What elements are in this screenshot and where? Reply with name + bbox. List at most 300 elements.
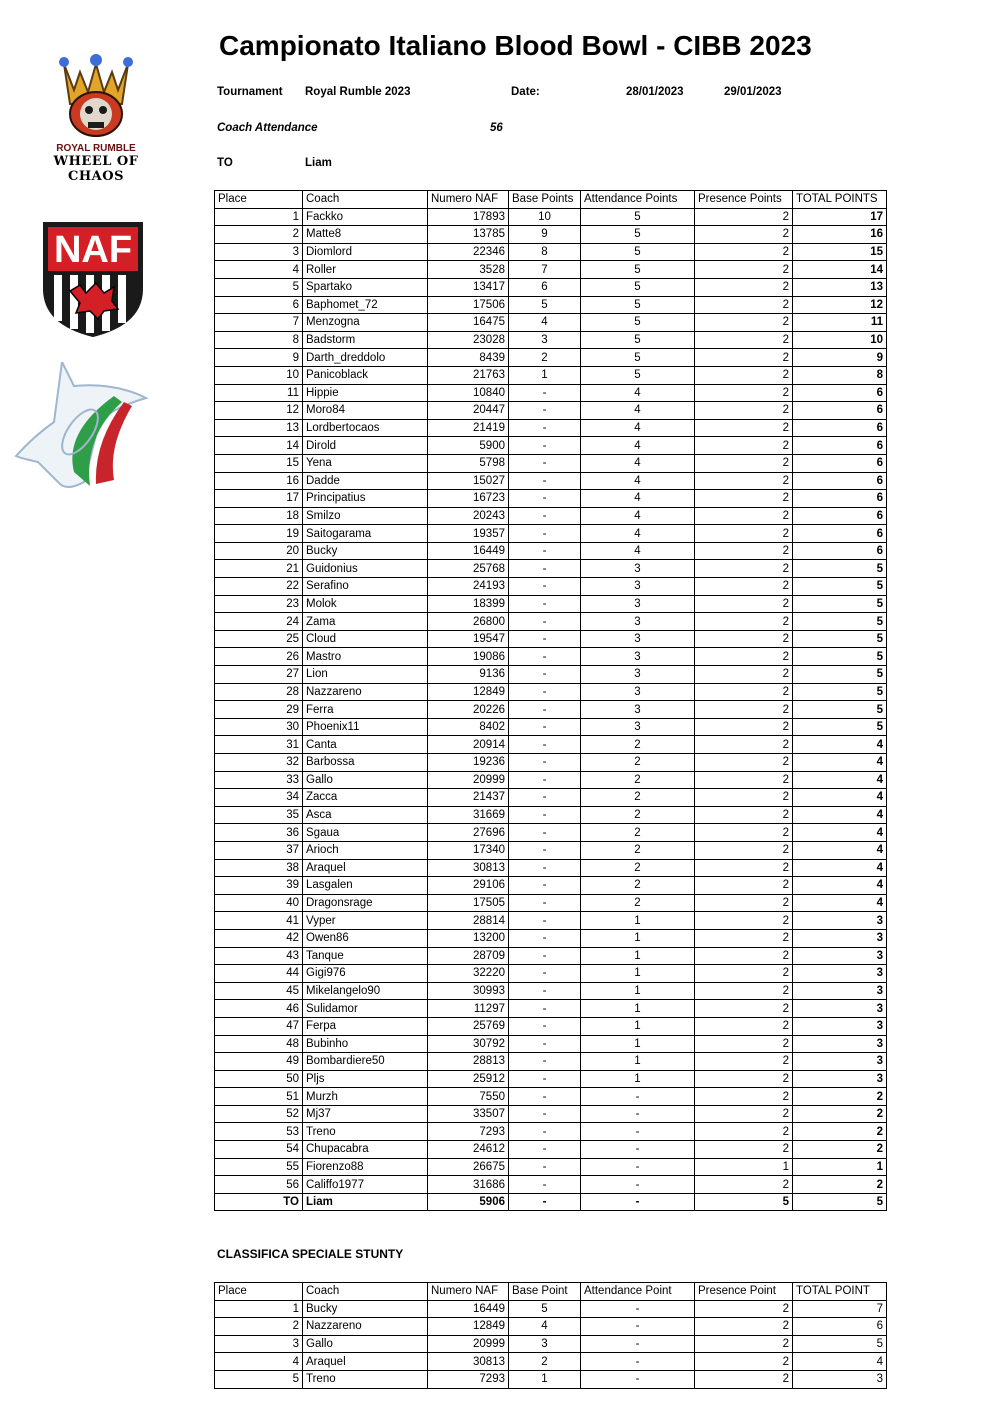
table-row: [215, 841, 887, 859]
total-cell: 7: [793, 1300, 887, 1318]
coach-cell: Hippie: [303, 384, 428, 402]
coach-cell: Nazzareno: [303, 683, 428, 701]
presence-cell: 2: [695, 859, 793, 877]
naf-cell: 27696: [428, 824, 509, 842]
total-cell: 17: [793, 208, 887, 226]
coach-cell: Owen86: [303, 929, 428, 947]
total-cell: 4: [793, 806, 887, 824]
naf-cell: 28709: [428, 947, 509, 965]
naf-cell: 19547: [428, 630, 509, 648]
attendance-cell: 3: [581, 666, 695, 684]
naf-cell: 17340: [428, 841, 509, 859]
naf-cell: 24612: [428, 1141, 509, 1159]
table-row: [215, 701, 887, 719]
base-cell: -: [509, 1123, 581, 1141]
presence-cell: 2: [695, 965, 793, 983]
coach-cell: Panicoblack: [303, 366, 428, 384]
presence-cell: 2: [695, 736, 793, 754]
table-row: [215, 384, 887, 402]
attendance-cell: 5: [581, 261, 695, 279]
table-row: [215, 454, 887, 472]
coach-cell: Tanque: [303, 947, 428, 965]
presence-cell: 2: [695, 630, 793, 648]
base-cell: -: [509, 402, 581, 420]
total-cell: 6: [793, 1318, 887, 1336]
naf-cell: 31686: [428, 1176, 509, 1194]
total-cell: 5: [793, 1193, 887, 1211]
total-cell: 4: [793, 877, 887, 895]
total-cell: 5: [793, 666, 887, 684]
stunty-table: [214, 1282, 887, 1389]
base-cell: -: [509, 982, 581, 1000]
presence-cell: 2: [695, 1353, 793, 1371]
stunty-col-coach: Coach: [303, 1283, 428, 1301]
base-cell: -: [509, 771, 581, 789]
place-cell: 11: [215, 384, 303, 402]
base-cell: -: [509, 1176, 581, 1194]
base-cell: -: [509, 419, 581, 437]
place-cell: 27: [215, 666, 303, 684]
presence-cell: 2: [695, 490, 793, 508]
table-row: [215, 929, 887, 947]
attendance-cell: -: [581, 1123, 695, 1141]
naf-cell: 25768: [428, 560, 509, 578]
presence-cell: 2: [695, 296, 793, 314]
presence-cell: 2: [695, 314, 793, 332]
naf-cell: 10840: [428, 384, 509, 402]
coach-cell: Bucky: [303, 542, 428, 560]
naf-cell: 23028: [428, 331, 509, 349]
place-cell: 12: [215, 402, 303, 420]
total-cell: 1: [793, 1158, 887, 1176]
attendance-cell: 3: [581, 595, 695, 613]
naf-cell: 20999: [428, 771, 509, 789]
base-cell: -: [509, 1141, 581, 1159]
place-cell: 40: [215, 894, 303, 912]
date-label: Date:: [511, 86, 540, 98]
naf-cell: 17893: [428, 208, 509, 226]
page-title: Campionato Italiano Blood Bowl - CIBB 2023: [219, 30, 812, 61]
coach-cell: Dirold: [303, 437, 428, 455]
presence-cell: 2: [695, 1000, 793, 1018]
col-attendance: Attendance Points: [581, 191, 695, 209]
place-cell: 30: [215, 718, 303, 736]
base-cell: -: [509, 490, 581, 508]
naf-cell: 26675: [428, 1158, 509, 1176]
place-cell: 4: [215, 261, 303, 279]
place-cell: 19: [215, 525, 303, 543]
naf-cell: 5906: [428, 1193, 509, 1211]
coach-cell: Diomlord: [303, 243, 428, 261]
table-row: [215, 894, 887, 912]
naf-cell: 19086: [428, 648, 509, 666]
attendance-cell: 1: [581, 912, 695, 930]
base-cell: 9: [509, 226, 581, 244]
total-cell: 6: [793, 472, 887, 490]
naf-cell: 20999: [428, 1335, 509, 1353]
coach-cell: Mj37: [303, 1105, 428, 1123]
table-row: [215, 1070, 887, 1088]
total-cell: 9: [793, 349, 887, 367]
place-cell: 47: [215, 1017, 303, 1035]
base-cell: -: [509, 806, 581, 824]
attendance-cell: -: [581, 1335, 695, 1353]
place-cell: 50: [215, 1070, 303, 1088]
presence-cell: 2: [695, 331, 793, 349]
presence-cell: 2: [695, 912, 793, 930]
stunty-header-row: [215, 1283, 887, 1301]
attendance-cell: 1: [581, 1000, 695, 1018]
total-cell: 5: [793, 718, 887, 736]
attendance-cell: 1: [581, 1070, 695, 1088]
total-cell: 4: [793, 771, 887, 789]
presence-cell: 2: [695, 507, 793, 525]
col-place: Place: [215, 191, 303, 209]
attendance-cell: 1: [581, 929, 695, 947]
place-cell: 8: [215, 331, 303, 349]
naf-cell: 21437: [428, 789, 509, 807]
naf-cell: 25912: [428, 1070, 509, 1088]
coach-cell: Phoenix11: [303, 718, 428, 736]
place-cell: 48: [215, 1035, 303, 1053]
attendance-cell: 1: [581, 1035, 695, 1053]
presence-cell: 2: [695, 929, 793, 947]
total-cell: 5: [793, 648, 887, 666]
base-cell: -: [509, 1000, 581, 1018]
base-cell: -: [509, 877, 581, 895]
naf-cell: 30792: [428, 1035, 509, 1053]
presence-cell: 2: [695, 1053, 793, 1071]
presence-cell: 2: [695, 542, 793, 560]
attendance-cell: -: [581, 1158, 695, 1176]
naf-cell: 11297: [428, 1000, 509, 1018]
presence-cell: 2: [695, 806, 793, 824]
base-cell: -: [509, 894, 581, 912]
naf-cell: 9136: [428, 666, 509, 684]
table-row: [215, 261, 887, 279]
place-cell: 46: [215, 1000, 303, 1018]
table-row: [215, 1017, 887, 1035]
place-cell: 23: [215, 595, 303, 613]
table-row: [215, 366, 887, 384]
base-cell: -: [509, 437, 581, 455]
attendance-cell: 5: [581, 226, 695, 244]
naf-cell: 17506: [428, 296, 509, 314]
attendance-cell: 2: [581, 806, 695, 824]
attendance-cell: 3: [581, 560, 695, 578]
presence-cell: 2: [695, 771, 793, 789]
coach-cell: Ferra: [303, 701, 428, 719]
total-cell: 12: [793, 296, 887, 314]
shark-football-icon: [14, 362, 154, 502]
col-total: TOTAL POINTS: [793, 191, 887, 209]
place-cell: 29: [215, 701, 303, 719]
base-cell: -: [509, 912, 581, 930]
place-cell: 4: [215, 1353, 303, 1371]
presence-cell: 2: [695, 982, 793, 1000]
presence-cell: 5: [695, 1193, 793, 1211]
attendance-cell: 2: [581, 789, 695, 807]
coach-cell: Treno: [303, 1370, 428, 1388]
table-row: [215, 296, 887, 314]
attendance-cell: 1: [581, 1053, 695, 1071]
presence-cell: 2: [695, 1070, 793, 1088]
attendance-cell: 3: [581, 718, 695, 736]
royal-rumble-text: ROYAL RUMBLE: [56, 143, 136, 154]
base-cell: -: [509, 754, 581, 772]
coach-cell: Dadde: [303, 472, 428, 490]
attendance-cell: 3: [581, 683, 695, 701]
naf-cell: 28813: [428, 1053, 509, 1071]
table-row: [215, 419, 887, 437]
place-cell: 37: [215, 841, 303, 859]
naf-cell: 13417: [428, 278, 509, 296]
base-cell: -: [509, 666, 581, 684]
coach-cell: Saitogarama: [303, 525, 428, 543]
table-row: [215, 507, 887, 525]
base-cell: 4: [509, 1318, 581, 1336]
base-cell: -: [509, 947, 581, 965]
presence-cell: 2: [695, 349, 793, 367]
naf-cell: 29106: [428, 877, 509, 895]
base-cell: 2: [509, 349, 581, 367]
base-cell: -: [509, 859, 581, 877]
italian-shark-logo: [14, 362, 154, 502]
place-cell: 34: [215, 789, 303, 807]
total-cell: 5: [793, 595, 887, 613]
presence-cell: 2: [695, 1105, 793, 1123]
attendance-cell: 2: [581, 877, 695, 895]
attendance-cell: 4: [581, 437, 695, 455]
attendance-cell: -: [581, 1141, 695, 1159]
total-cell: 13: [793, 278, 887, 296]
wheel-of-chaos-text: WHEEL OF CHAOS: [53, 154, 139, 184]
coach-cell: Chupacabra: [303, 1141, 428, 1159]
attendance-cell: 4: [581, 454, 695, 472]
table-row: [215, 402, 887, 420]
presence-cell: 2: [695, 278, 793, 296]
naf-cell: 28814: [428, 912, 509, 930]
table-row: [215, 912, 887, 930]
naf-cell: 12849: [428, 1318, 509, 1336]
place-cell: 20: [215, 542, 303, 560]
naf-cell: 13200: [428, 929, 509, 947]
coach-cell: Mikelangelo90: [303, 982, 428, 1000]
base-cell: -: [509, 578, 581, 596]
total-cell: 3: [793, 1053, 887, 1071]
stunty-col-presence: Presence Point: [695, 1283, 793, 1301]
place-cell: 21: [215, 560, 303, 578]
col-coach: Coach: [303, 191, 428, 209]
coach-cell: Pljs: [303, 1070, 428, 1088]
coach-cell: Matte8: [303, 226, 428, 244]
table-row: [215, 630, 887, 648]
coach-cell: Gigi976: [303, 965, 428, 983]
attendance-cell: -: [581, 1300, 695, 1318]
place-cell: 25: [215, 630, 303, 648]
place-cell: 5: [215, 1370, 303, 1388]
coach-cell: Ferpa: [303, 1017, 428, 1035]
place-cell: 9: [215, 349, 303, 367]
total-cell: 2: [793, 1105, 887, 1123]
presence-cell: 2: [695, 243, 793, 261]
table-row: [215, 806, 887, 824]
presence-cell: 2: [695, 613, 793, 631]
base-cell: -: [509, 542, 581, 560]
table-row: [215, 1370, 887, 1388]
base-cell: 1: [509, 1370, 581, 1388]
base-cell: 10: [509, 208, 581, 226]
coach-cell: Moro84: [303, 402, 428, 420]
presence-cell: 2: [695, 1335, 793, 1353]
place-cell: 39: [215, 877, 303, 895]
table-row: [215, 1000, 887, 1018]
base-cell: -: [509, 384, 581, 402]
place-cell: 1: [215, 208, 303, 226]
place-cell: 54: [215, 1141, 303, 1159]
coach-cell: Treno: [303, 1123, 428, 1141]
table-row: [215, 648, 887, 666]
table-row: [215, 437, 887, 455]
attendance-cell: 2: [581, 771, 695, 789]
presence-cell: 2: [695, 683, 793, 701]
place-cell: TO: [215, 1193, 303, 1211]
table-row: [215, 1141, 887, 1159]
coach-cell: Sgaua: [303, 824, 428, 842]
table-row: [215, 1053, 887, 1071]
presence-cell: 2: [695, 824, 793, 842]
coach-cell: Darth_dreddolo: [303, 349, 428, 367]
stunty-col-place: Place: [215, 1283, 303, 1301]
base-cell: -: [509, 718, 581, 736]
presence-cell: 2: [695, 384, 793, 402]
total-cell: 6: [793, 507, 887, 525]
tournament-value: Royal Rumble 2023: [305, 86, 411, 98]
table-row: [215, 560, 887, 578]
coach-cell: Araquel: [303, 859, 428, 877]
naf-cell: 32220: [428, 965, 509, 983]
table-row: [215, 349, 887, 367]
total-cell: 5: [793, 630, 887, 648]
presence-cell: 2: [695, 718, 793, 736]
total-cell: 6: [793, 437, 887, 455]
naf-cell: 31669: [428, 806, 509, 824]
total-cell: 5: [793, 578, 887, 596]
presence-cell: 2: [695, 666, 793, 684]
table-row: [215, 613, 887, 631]
coach-cell: Lordbertocaos: [303, 419, 428, 437]
table-row: [215, 666, 887, 684]
base-cell: -: [509, 525, 581, 543]
table-row: [215, 965, 887, 983]
table-row: [215, 1300, 887, 1318]
naf-cell: 20447: [428, 402, 509, 420]
total-cell: 3: [793, 947, 887, 965]
table-row: [215, 243, 887, 261]
naf-cell: 20243: [428, 507, 509, 525]
presence-cell: 2: [695, 208, 793, 226]
naf-cell: 16723: [428, 490, 509, 508]
total-cell: 4: [793, 894, 887, 912]
base-cell: -: [509, 683, 581, 701]
presence-cell: 1: [695, 1158, 793, 1176]
coach-cell: Menzogna: [303, 314, 428, 332]
presence-cell: 2: [695, 894, 793, 912]
coach-cell: Roller: [303, 261, 428, 279]
presence-cell: 2: [695, 366, 793, 384]
table-row: [215, 1105, 887, 1123]
base-cell: -: [509, 1035, 581, 1053]
coach-cell: Nazzareno: [303, 1318, 428, 1336]
base-cell: -: [509, 560, 581, 578]
presence-cell: 2: [695, 841, 793, 859]
base-cell: 1: [509, 366, 581, 384]
place-cell: 6: [215, 296, 303, 314]
naf-cell: 21419: [428, 419, 509, 437]
attendance-cell: 5: [581, 296, 695, 314]
place-cell: 5: [215, 278, 303, 296]
total-cell: 6: [793, 454, 887, 472]
total-cell: 4: [793, 859, 887, 877]
base-cell: 4: [509, 314, 581, 332]
place-cell: 31: [215, 736, 303, 754]
place-cell: 42: [215, 929, 303, 947]
total-cell: 14: [793, 261, 887, 279]
naf-cell: 13785: [428, 226, 509, 244]
presence-cell: 2: [695, 1176, 793, 1194]
base-cell: -: [509, 1070, 581, 1088]
place-cell: 43: [215, 947, 303, 965]
naf-cell: 7293: [428, 1370, 509, 1388]
place-cell: 26: [215, 648, 303, 666]
presence-cell: 2: [695, 1035, 793, 1053]
base-cell: -: [509, 507, 581, 525]
base-cell: -: [509, 1105, 581, 1123]
base-cell: -: [509, 824, 581, 842]
coach-cell: Barbossa: [303, 754, 428, 772]
coach-cell: Badstorm: [303, 331, 428, 349]
presence-cell: 2: [695, 789, 793, 807]
place-cell: 41: [215, 912, 303, 930]
naf-cell: 3528: [428, 261, 509, 279]
coach-cell: Gallo: [303, 1335, 428, 1353]
coach-cell: Bubinho: [303, 1035, 428, 1053]
coach-cell: Zacca: [303, 789, 428, 807]
table-row: [215, 982, 887, 1000]
naf-cell: 16449: [428, 1300, 509, 1318]
total-cell: 11: [793, 314, 887, 332]
naf-logo: [40, 219, 146, 339]
attendance-cell: 2: [581, 894, 695, 912]
table-row: [215, 1193, 887, 1211]
total-cell: 3: [793, 965, 887, 983]
col-naf: Numero NAF: [428, 191, 509, 209]
total-cell: 5: [793, 1335, 887, 1353]
total-cell: 6: [793, 419, 887, 437]
coach-cell: Dragonsrage: [303, 894, 428, 912]
attendance-cell: 5: [581, 243, 695, 261]
attendance-cell: 5: [581, 366, 695, 384]
place-cell: 44: [215, 965, 303, 983]
coach-cell: Liam: [303, 1193, 428, 1211]
total-cell: 3: [793, 929, 887, 947]
total-cell: 2: [793, 1176, 887, 1194]
place-cell: 3: [215, 1335, 303, 1353]
attendance-cell: 2: [581, 824, 695, 842]
table-row: [215, 1353, 887, 1371]
presence-cell: 2: [695, 595, 793, 613]
table-row: [215, 754, 887, 772]
